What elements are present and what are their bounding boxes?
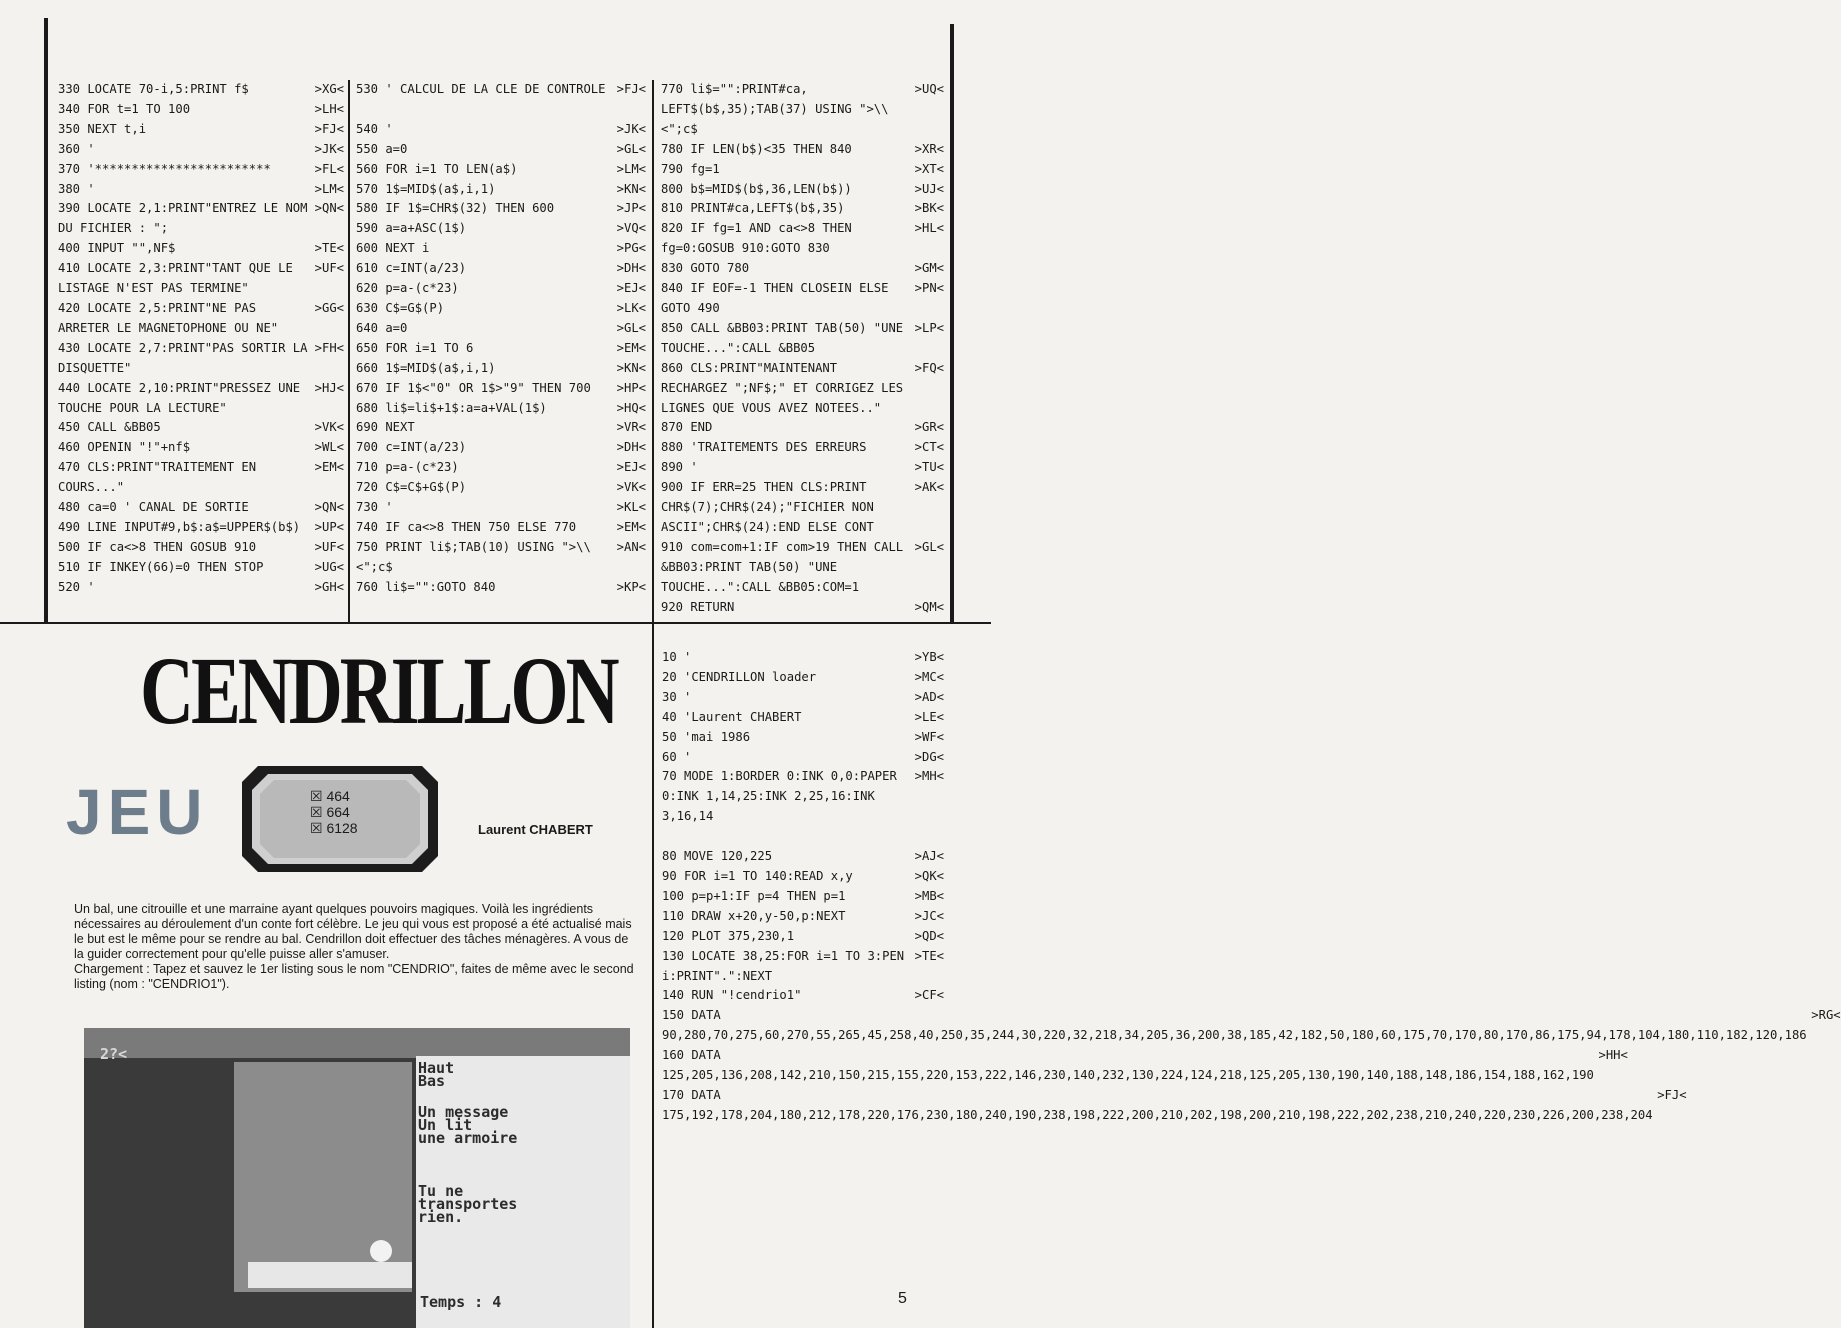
code-text: 110 DRAW x+20,y-50,p:NEXT (662, 908, 846, 923)
code-text: 570 1$=MID$(a$,i,1) (356, 181, 496, 196)
code-text: 730 ' (356, 500, 393, 515)
code-line (356, 399, 646, 419)
intro-paragraph: Un bal, une citrouille et une marraine ayant quelques pouvoirs magiques. Voilà les ingrédients nécessaires au déroulement d'un conte fort célèbre. Le jeu qui vous est proposé a été actualisé mais le but est le même pour se rendre au bal. Cendrillon doit effectuer des tâches ménagères. A vous de la guider correctement pour qu'elle puisse aller s'amuser. (74, 902, 632, 961)
code-text: 560 FOR i=1 TO LEN(a$) (356, 161, 518, 176)
code-text: 490 LINE INPUT#9,b$:a$=UPPER$(b$) (58, 519, 301, 534)
code-text: 610 c=INT(a/23) (356, 261, 467, 276)
code-line (661, 418, 944, 438)
listing-column-1 (58, 80, 344, 598)
code-line (356, 538, 646, 578)
code-text: 50 'mai 1986 (662, 729, 751, 744)
checksum: >UG< (314, 559, 344, 574)
code-line (58, 518, 344, 538)
code-line (58, 438, 344, 458)
code-line (58, 100, 344, 120)
code-text: 840 IF EOF=-1 THEN CLOSEIN ELSE GOTO 490 (661, 281, 896, 315)
code-line (661, 359, 944, 419)
code-text: 440 LOCATE 2,10:PRINT"PRESSEZ UNE TOUCHE POUR LA LECTURE" (58, 380, 308, 415)
code-line (662, 688, 944, 708)
code-line (356, 418, 646, 438)
code-line (356, 478, 646, 498)
checksum: >DG< (914, 749, 944, 764)
platform-item: ☒ 664 (310, 804, 350, 820)
code-line (356, 458, 646, 478)
code-text: 860 CLS:PRINT"MAINTENANT RECHARGEZ ";NF$;" ET CORRIGEZ LES LIGNES QUE VOUS AVEZ NOTEES.." (661, 360, 911, 415)
checksum: >XT< (914, 161, 944, 176)
code-line (662, 887, 944, 907)
checksum: >EM< (616, 519, 646, 534)
checksum: >AJ< (914, 849, 944, 864)
code-text: 390 LOCATE 2,1:PRINT"ENTREZ LE NOM DU FICHIER : "; (58, 201, 315, 236)
code-line (356, 578, 646, 598)
code-line (58, 120, 344, 140)
code-line (356, 299, 646, 319)
code-line (661, 598, 944, 618)
checksum: >DH< (616, 440, 646, 455)
code-text: 640 a=0 (356, 320, 408, 335)
checksum: >FJ< (314, 121, 344, 136)
loading-instructions: Chargement : Tapez et sauvez le 1er listing sous le nom "CENDRIO", faites de même avec le second listing (nom : "CENDRIO1"). (74, 962, 634, 991)
checksum: >GR< (914, 420, 944, 435)
code-line (661, 140, 944, 160)
column-divider-2 (652, 80, 654, 624)
code-text: 40 'Laurent CHABERT (662, 709, 802, 724)
code-line (356, 100, 646, 120)
checksum: >RG< (1811, 1008, 1841, 1023)
checksum: >UP< (314, 519, 344, 534)
checksum: >YB< (914, 650, 944, 664)
action-message: Un message (418, 1103, 509, 1121)
checksum: >HH< (1598, 1048, 1628, 1063)
code-line (58, 160, 344, 180)
code-line (662, 668, 944, 688)
menu-item-bas: Bas (418, 1072, 446, 1090)
checksum: >MH< (914, 769, 944, 784)
checkbox-icon: ☒ (310, 820, 323, 836)
checkbox-icon: ☒ (310, 788, 323, 804)
checksum: >XR< (914, 141, 944, 156)
code-text: 160 DATA 125,205,136,208,142,210,150,215,155,220,153,222,146,230,140,232,130,224,124,218,125,205,130,190,140,188,148,186,154,188,162,190 (662, 1048, 1594, 1083)
checksum: >WF< (914, 729, 944, 744)
status-line-2: transportes (418, 1195, 518, 1213)
code-text: 430 LOCATE 2,7:PRINT"PAS SORTIR LA DISQUETTE" (58, 340, 315, 375)
checksum: >FH< (314, 340, 344, 355)
code-text: 780 IF LEN(b$)<35 THEN 840 (661, 141, 852, 156)
code-text: 530 ' CALCUL DE LA CLE DE CONTROLE (356, 82, 606, 96)
code-text: 870 END (661, 420, 713, 435)
code-text: 120 PLOT 375,230,1 (662, 928, 795, 943)
loader-listing (662, 648, 1841, 1126)
frame-left-rule (44, 18, 48, 624)
code-text: 890 ' (661, 460, 698, 475)
code-text (662, 827, 910, 847)
platform-item: ☒ 6128 (310, 820, 358, 836)
code-text: 450 CALL &BB05 (58, 420, 161, 435)
code-text (356, 100, 612, 120)
platform-list (310, 788, 358, 836)
code-line (661, 279, 944, 319)
code-text: 750 PRINT li$;TAB(10) USING ">\\<";c$ (356, 539, 591, 574)
checksum: >JP< (616, 201, 646, 216)
action-armoire: une armoire (418, 1129, 518, 1147)
code-line (58, 140, 344, 160)
code-line (356, 80, 646, 100)
code-line (58, 578, 344, 598)
checksum: >CT< (914, 440, 944, 455)
code-line (662, 748, 944, 768)
code-line (356, 438, 646, 458)
code-text: 830 GOTO 780 (661, 261, 750, 276)
code-line (356, 239, 646, 259)
checksum: >MC< (914, 669, 944, 684)
code-line (661, 259, 944, 279)
platform-item: ☒ 464 (310, 788, 350, 804)
code-text: 850 CALL &BB03:PRINT TAB(50) "UNE TOUCHE...":CALL &BB05 (661, 320, 911, 355)
code-text: 400 INPUT "",NF$ (58, 241, 176, 256)
code-text: 820 IF fg=1 AND ca<>8 THEN fg=0:GOSUB 910:GOTO 830 (661, 221, 860, 256)
right-listing-divider (652, 623, 654, 1328)
checksum: >QM< (914, 599, 944, 614)
checksum: >HJ< (314, 380, 344, 395)
code-text: 470 CLS:PRINT"TRAITEMENT EN COURS..." (58, 460, 264, 495)
code-line (356, 279, 646, 299)
code-text: 900 IF ERR=25 THEN CLS:PRINT CHR$(7);CHR$(24);"FICHIER NON ASCII";CHR$(24):END ELSE CONT (661, 480, 882, 534)
checksum: >EJ< (616, 281, 646, 296)
code-text: 460 OPENIN "!"+nf$ (58, 440, 191, 455)
code-line (661, 160, 944, 180)
code-line (356, 498, 646, 518)
code-line (356, 180, 646, 200)
checksum: >LP< (914, 320, 944, 335)
checksum: >JK< (616, 121, 646, 136)
checksum: >UF< (314, 539, 344, 554)
section-label: JEU (66, 776, 209, 848)
code-line (661, 478, 944, 538)
checksum: >KL< (616, 500, 646, 515)
checksum: >VQ< (616, 221, 646, 236)
code-line (662, 767, 944, 827)
status-line-3: rien. (418, 1208, 464, 1226)
code-line (662, 927, 944, 947)
column-divider-1 (348, 80, 350, 624)
code-line (58, 339, 344, 379)
checksum: >GL< (616, 320, 646, 335)
code-text: 540 ' (356, 121, 393, 136)
code-text: 130 LOCATE 38,25:FOR i=1 TO 3:PEN i:PRINT".":NEXT (662, 948, 912, 983)
section-divider (0, 622, 991, 624)
code-text: 630 C$=G$(P) (356, 300, 445, 315)
code-line (662, 986, 944, 1006)
code-line (356, 339, 646, 359)
game-screenshot (84, 1028, 630, 1328)
code-text: 550 a=0 (356, 141, 408, 156)
code-text: 620 p=a-(c*23) (356, 281, 459, 296)
checksum: >LE< (914, 709, 944, 724)
checksum: >QD< (914, 928, 944, 943)
code-text: 670 IF 1$<"0" OR 1$>"9" THEN 700 (356, 380, 591, 395)
checksum: >HL< (914, 221, 944, 236)
checksum: >VK< (314, 420, 344, 435)
code-line (58, 239, 344, 259)
code-text: 720 C$=C$+G$(P) (356, 480, 467, 495)
checksum: >VR< (616, 420, 646, 435)
code-text: 30 ' (662, 689, 692, 704)
menu-item-haut: Haut (418, 1059, 455, 1077)
checksum: >KN< (616, 181, 646, 196)
checksum: >TE< (914, 948, 944, 963)
code-line (661, 199, 944, 219)
checksum: >QN< (314, 201, 344, 216)
code-line (662, 1006, 1841, 1046)
code-text: 350 NEXT t,i (58, 121, 147, 136)
code-text: 100 p=p+1:IF p=4 THEN p=1 (662, 888, 846, 903)
code-text: 700 c=INT(a/23) (356, 440, 467, 455)
code-text: 370 '************************ (58, 161, 271, 176)
checksum: >GG< (314, 300, 344, 315)
code-text: 170 DATA 175,192,178,204,180,212,178,220,176,230,180,240,190,238,198,222,200,210,202,198,200,210,198,222,202,238,210,240,220,230,226,200,238,204 (662, 1087, 1653, 1122)
checksum: >MB< (914, 888, 944, 903)
checksum: >FQ< (914, 360, 944, 375)
code-line (58, 379, 344, 419)
checksum: >PN< (914, 281, 944, 296)
code-text: 580 IF 1$=CHR$(32) THEN 600 (356, 201, 555, 216)
flower-icon (370, 1240, 392, 1262)
code-text: 10 ' (662, 650, 692, 664)
code-line (662, 907, 944, 927)
article-body (74, 902, 638, 992)
code-line (662, 947, 944, 987)
checksum: >GL< (914, 539, 944, 554)
code-text: 810 PRINT#ca,LEFT$(b$,35) (661, 201, 845, 216)
listing-column-3 (661, 80, 944, 617)
code-text: 590 a=a+ASC(1$) (356, 221, 467, 236)
code-text: 510 IF INKEY(66)=0 THEN STOP (58, 559, 264, 574)
author-name: Laurent CHABERT (478, 822, 593, 837)
checksum: >HP< (616, 380, 646, 395)
checkbox-icon: ☒ (310, 804, 323, 820)
page-number: 5 (898, 1290, 907, 1307)
code-text: 740 IF ca<>8 THEN 750 ELSE 770 (356, 519, 577, 534)
checksum: >TU< (914, 460, 944, 475)
code-text: 770 li$="":PRINT#ca, LEFT$(b$,35);TAB(37) USING ">\\<";c$ (661, 82, 889, 136)
code-line (356, 140, 646, 160)
code-line (356, 160, 646, 180)
checksum: >CF< (914, 988, 944, 1003)
code-line (58, 538, 344, 558)
code-line (662, 1086, 1687, 1126)
code-text: 380 ' (58, 181, 95, 196)
code-line (58, 80, 344, 100)
code-line (662, 847, 944, 867)
checksum: >TE< (314, 241, 344, 256)
code-line (58, 180, 344, 200)
code-line (356, 219, 646, 239)
checksum: >FL< (314, 161, 344, 176)
code-line (58, 458, 344, 498)
checksum (910, 827, 944, 847)
checksum: >JK< (314, 141, 344, 156)
checksum: >HQ< (616, 400, 646, 415)
action-lit: Un lit (418, 1116, 473, 1134)
checksum: >GM< (914, 261, 944, 276)
screen-upper-band (84, 1028, 630, 1058)
code-text: 340 FOR t=1 TO 100 (58, 101, 191, 116)
checksum: >LM< (314, 181, 344, 196)
code-line (356, 379, 646, 399)
checksum: >LH< (314, 101, 344, 116)
screen-floor (248, 1262, 412, 1288)
checksum: >EM< (616, 340, 646, 355)
code-text: 880 'TRAITEMENTS DES ERREURS (661, 440, 867, 455)
screen-prompt: 2?< (100, 1045, 128, 1063)
code-text: 800 b$=MID$(b$,36,LEN(b$)) (661, 181, 852, 196)
code-line (662, 827, 944, 847)
checksum: >QK< (914, 868, 944, 883)
screen-menu (418, 1059, 518, 1226)
code-text: 680 li$=li$+1$:a=a+VAL(1$) (356, 400, 547, 415)
code-line (662, 728, 944, 748)
checksum: >UJ< (914, 181, 944, 196)
code-line (58, 498, 344, 518)
code-text: 650 FOR i=1 TO 6 (356, 340, 474, 355)
code-text: 710 p=a-(c*23) (356, 460, 459, 475)
checksum: >EJ< (616, 460, 646, 475)
code-text: 20 'CENDRILLON loader (662, 669, 817, 684)
code-text: 790 fg=1 (661, 161, 720, 176)
screen-timer: Temps : 4 (420, 1293, 502, 1311)
code-text: 80 MOVE 120,225 (662, 849, 773, 864)
code-line (356, 199, 646, 219)
listing-column-2 (356, 80, 646, 598)
code-text: 920 RETURN (661, 599, 735, 614)
code-text: 760 li$="":GOTO 840 (356, 579, 496, 594)
code-line (662, 867, 944, 887)
code-text: 140 RUN "!cendrio1" (662, 988, 802, 1003)
checksum: >QN< (314, 500, 344, 515)
code-text: 660 1$=MID$(a$,i,1) (356, 360, 496, 375)
checksum: >GL< (616, 141, 646, 156)
frame-right-rule (950, 24, 954, 624)
code-line (662, 648, 944, 668)
status-line-1: Tu ne (418, 1182, 464, 1200)
code-line (661, 319, 944, 359)
checksum: >FJ< (1657, 1087, 1687, 1102)
code-line (356, 518, 646, 538)
code-text: 910 com=com+1:IF com>19 THEN CALL &BB03:PRINT TAB(50) "UNE TOUCHE...":CALL &BB05:COM=1 (661, 539, 911, 594)
checksum: >KP< (616, 579, 646, 594)
code-line (662, 1046, 1628, 1086)
code-line (661, 438, 944, 458)
checksum: >DH< (616, 261, 646, 276)
code-text: 410 LOCATE 2,3:PRINT"TANT QUE LE LISTAGE N'EST PAS TERMINE" (58, 261, 301, 296)
code-text: 480 ca=0 ' CANAL DE SORTIE (58, 500, 249, 515)
code-text: 690 NEXT (356, 420, 415, 435)
checksum: >EM< (314, 460, 344, 475)
code-text: 520 ' (58, 579, 95, 594)
code-line (356, 359, 646, 379)
code-text: 150 DATA 90,280,70,275,60,270,55,265,45,258,40,250,35,244,30,220,32,218,34,205,36,200,38,185,42,182,50,180,60,175,70,170,80,170,86,175,94,178,104,180,110,182,120,186 (662, 1008, 1807, 1043)
code-text: 600 NEXT i (356, 241, 430, 256)
code-line (58, 418, 344, 438)
code-line (661, 80, 944, 140)
code-line (58, 259, 344, 299)
checksum: >LM< (616, 161, 646, 176)
checksum (612, 100, 646, 120)
code-text: 360 ' (58, 141, 95, 156)
code-line (58, 558, 344, 578)
checksum: >XG< (314, 82, 344, 96)
checksum: >UQ< (914, 82, 944, 96)
checksum: >PG< (616, 241, 646, 256)
checksum: >KN< (616, 360, 646, 375)
code-line (58, 199, 344, 239)
code-line (661, 458, 944, 478)
checksum: >UF< (314, 261, 344, 276)
code-line (661, 538, 944, 598)
code-line (661, 180, 944, 200)
article-title: CENDRILLON (140, 637, 617, 744)
checksum: >VK< (616, 480, 646, 495)
code-text: 420 LOCATE 2,5:PRINT"NE PAS ARRETER LE MAGNETOPHONE OU NE" (58, 300, 279, 335)
checksum: >AD< (914, 689, 944, 704)
code-line (356, 319, 646, 339)
checksum: >WL< (314, 440, 344, 455)
code-text: 70 MODE 1:BORDER 0:INK 0,0:PAPER 0:INK 1,14,25:INK 2,25,16:INK 3,16,14 (662, 769, 905, 824)
code-text: 60 ' (662, 749, 692, 764)
code-line (356, 259, 646, 279)
checksum: >GH< (314, 579, 344, 594)
checksum: >LK< (616, 300, 646, 315)
code-line (661, 219, 944, 259)
code-text: 500 IF ca<>8 THEN GOSUB 910 (58, 539, 257, 554)
code-text: 90 FOR i=1 TO 140:READ x,y (662, 868, 853, 883)
code-line (356, 120, 646, 140)
code-line (58, 299, 344, 339)
checksum: >AN< (616, 539, 646, 554)
checksum: >FJ< (616, 82, 646, 96)
code-line (662, 708, 944, 728)
checksum: >AK< (914, 480, 944, 495)
checksum: >BK< (914, 201, 944, 216)
code-text: 330 LOCATE 70-i,5:PRINT f$ (58, 82, 249, 96)
checksum: >JC< (914, 908, 944, 923)
